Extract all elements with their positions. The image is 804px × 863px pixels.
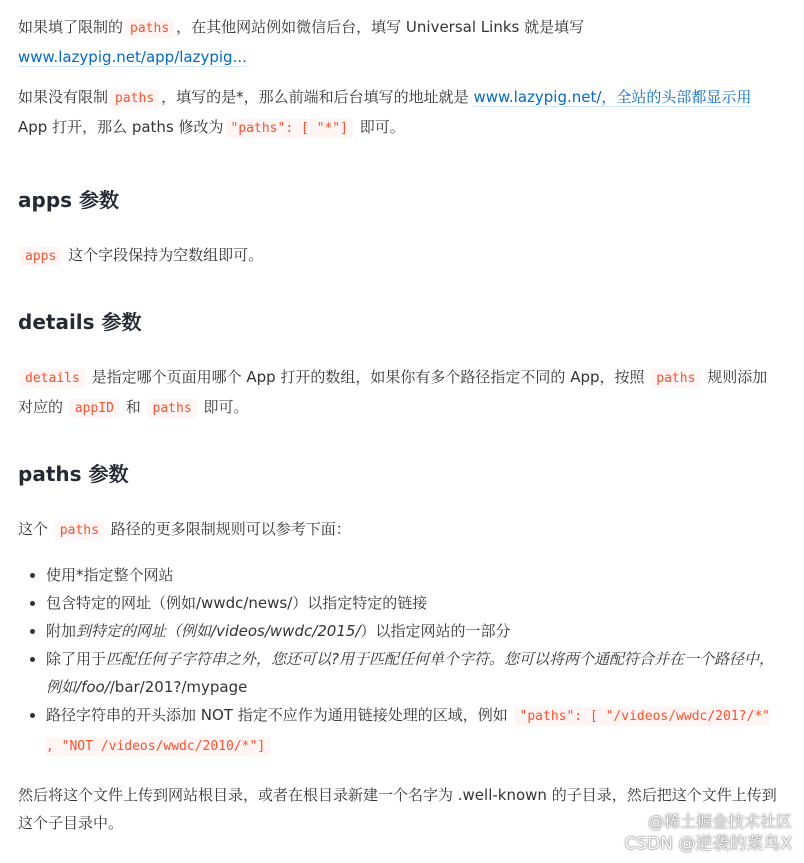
inline-code-paths: paths bbox=[651, 369, 700, 388]
paragraph-no-limit bbox=[18, 83, 778, 143]
link-lazypig-root[interactable]: www.lazypig.net/，全站的头部都显示用 bbox=[473, 88, 752, 106]
text: 即可。 bbox=[359, 118, 405, 136]
text: App 打开，那么 paths 修改为 bbox=[18, 118, 224, 136]
heading-paths: paths 参数 bbox=[18, 462, 129, 486]
watermark bbox=[624, 811, 792, 855]
text: 然后将这个文件上传到网站根目录，或者在根目录新建一个名字为 .well-known 的子目录，然后把这个文件上传到这个子目录中。 bbox=[18, 786, 777, 832]
list-item bbox=[46, 645, 778, 701]
emphasis: 匹配任何子字符串之外，您还可以?用于匹配任何单个字符。您可以将两个通配符合并在一个路径中，例如/foo/ bbox=[46, 650, 774, 696]
text: 路径的更多限制规则可以参考下面： bbox=[110, 520, 351, 538]
heading-apps: apps 参数 bbox=[18, 188, 119, 212]
link-lazypig-app[interactable]: www.lazypig.net/app/lazypig... bbox=[18, 48, 247, 66]
paragraph-details bbox=[18, 363, 778, 423]
text: 如果没有限制 bbox=[18, 88, 109, 106]
watermark-juejin: @稀土掘金技术社区 bbox=[647, 812, 792, 831]
article-body bbox=[18, 13, 778, 837]
text: ，填写的是*，那么前端和后台填写的地址就是 bbox=[161, 88, 469, 106]
text: 包含特定的网址（例如/wwdc/news/）以指定特定的链接 bbox=[46, 594, 428, 612]
text: 即可。 bbox=[203, 398, 249, 416]
text: 除了用于 bbox=[46, 650, 107, 668]
watermark-csdn: CSDN @逆袭的菜鸟X bbox=[624, 834, 792, 854]
inline-code-paths-all: "paths": [ "*"] bbox=[226, 119, 353, 138]
emphasis: 到特定的网址（例如/videos/wwdc/2015/ bbox=[76, 622, 361, 640]
paths-rules-list bbox=[18, 561, 778, 761]
text: 这个 bbox=[18, 520, 49, 538]
paragraph-apps bbox=[18, 241, 778, 271]
inline-code-paths: paths bbox=[110, 89, 159, 108]
list-item bbox=[46, 701, 778, 761]
text: 这个字段保持为空数组即可。 bbox=[68, 246, 264, 264]
inline-code-details: details bbox=[20, 369, 85, 388]
list-item bbox=[46, 561, 778, 589]
inline-code-appid: appID bbox=[70, 399, 119, 418]
text: 是指定哪个页面用哪个 App 打开的数组，如果你有多个路径指定不同的 App，按照 bbox=[91, 368, 645, 386]
list-item bbox=[46, 617, 778, 645]
text: 路径字符串的开头添加 NOT 指定不应作为通用链接处理的区域，例如 bbox=[46, 706, 508, 724]
inline-code-paths: paths bbox=[55, 521, 104, 540]
text: 附加 bbox=[46, 622, 77, 640]
heading-details: details 参数 bbox=[18, 310, 142, 334]
inline-code-paths-example: "paths": [ "/videos/wwdc/201?/*" , "NOT /videos/wwdc/2010/*"] bbox=[46, 709, 770, 754]
inline-code-apps: apps bbox=[20, 247, 61, 266]
text: 规则添加对应的 bbox=[18, 368, 768, 416]
paragraph-universal-links bbox=[18, 13, 778, 71]
text: /bar/201?/mypage bbox=[109, 678, 248, 696]
text: ，在其他网站例如微信后台，填写 Universal Links 就是填写 bbox=[176, 18, 585, 36]
text: 如果填了限制的 bbox=[18, 18, 124, 36]
text: 使用*指定整个网站 bbox=[46, 566, 174, 584]
inline-code-paths: paths bbox=[125, 19, 174, 38]
inline-code-paths: paths bbox=[148, 399, 197, 418]
text: 和 bbox=[125, 398, 141, 416]
text: ）以指定网站的一部分 bbox=[360, 622, 511, 640]
list-item bbox=[46, 589, 778, 617]
paragraph-paths-intro bbox=[18, 515, 778, 545]
